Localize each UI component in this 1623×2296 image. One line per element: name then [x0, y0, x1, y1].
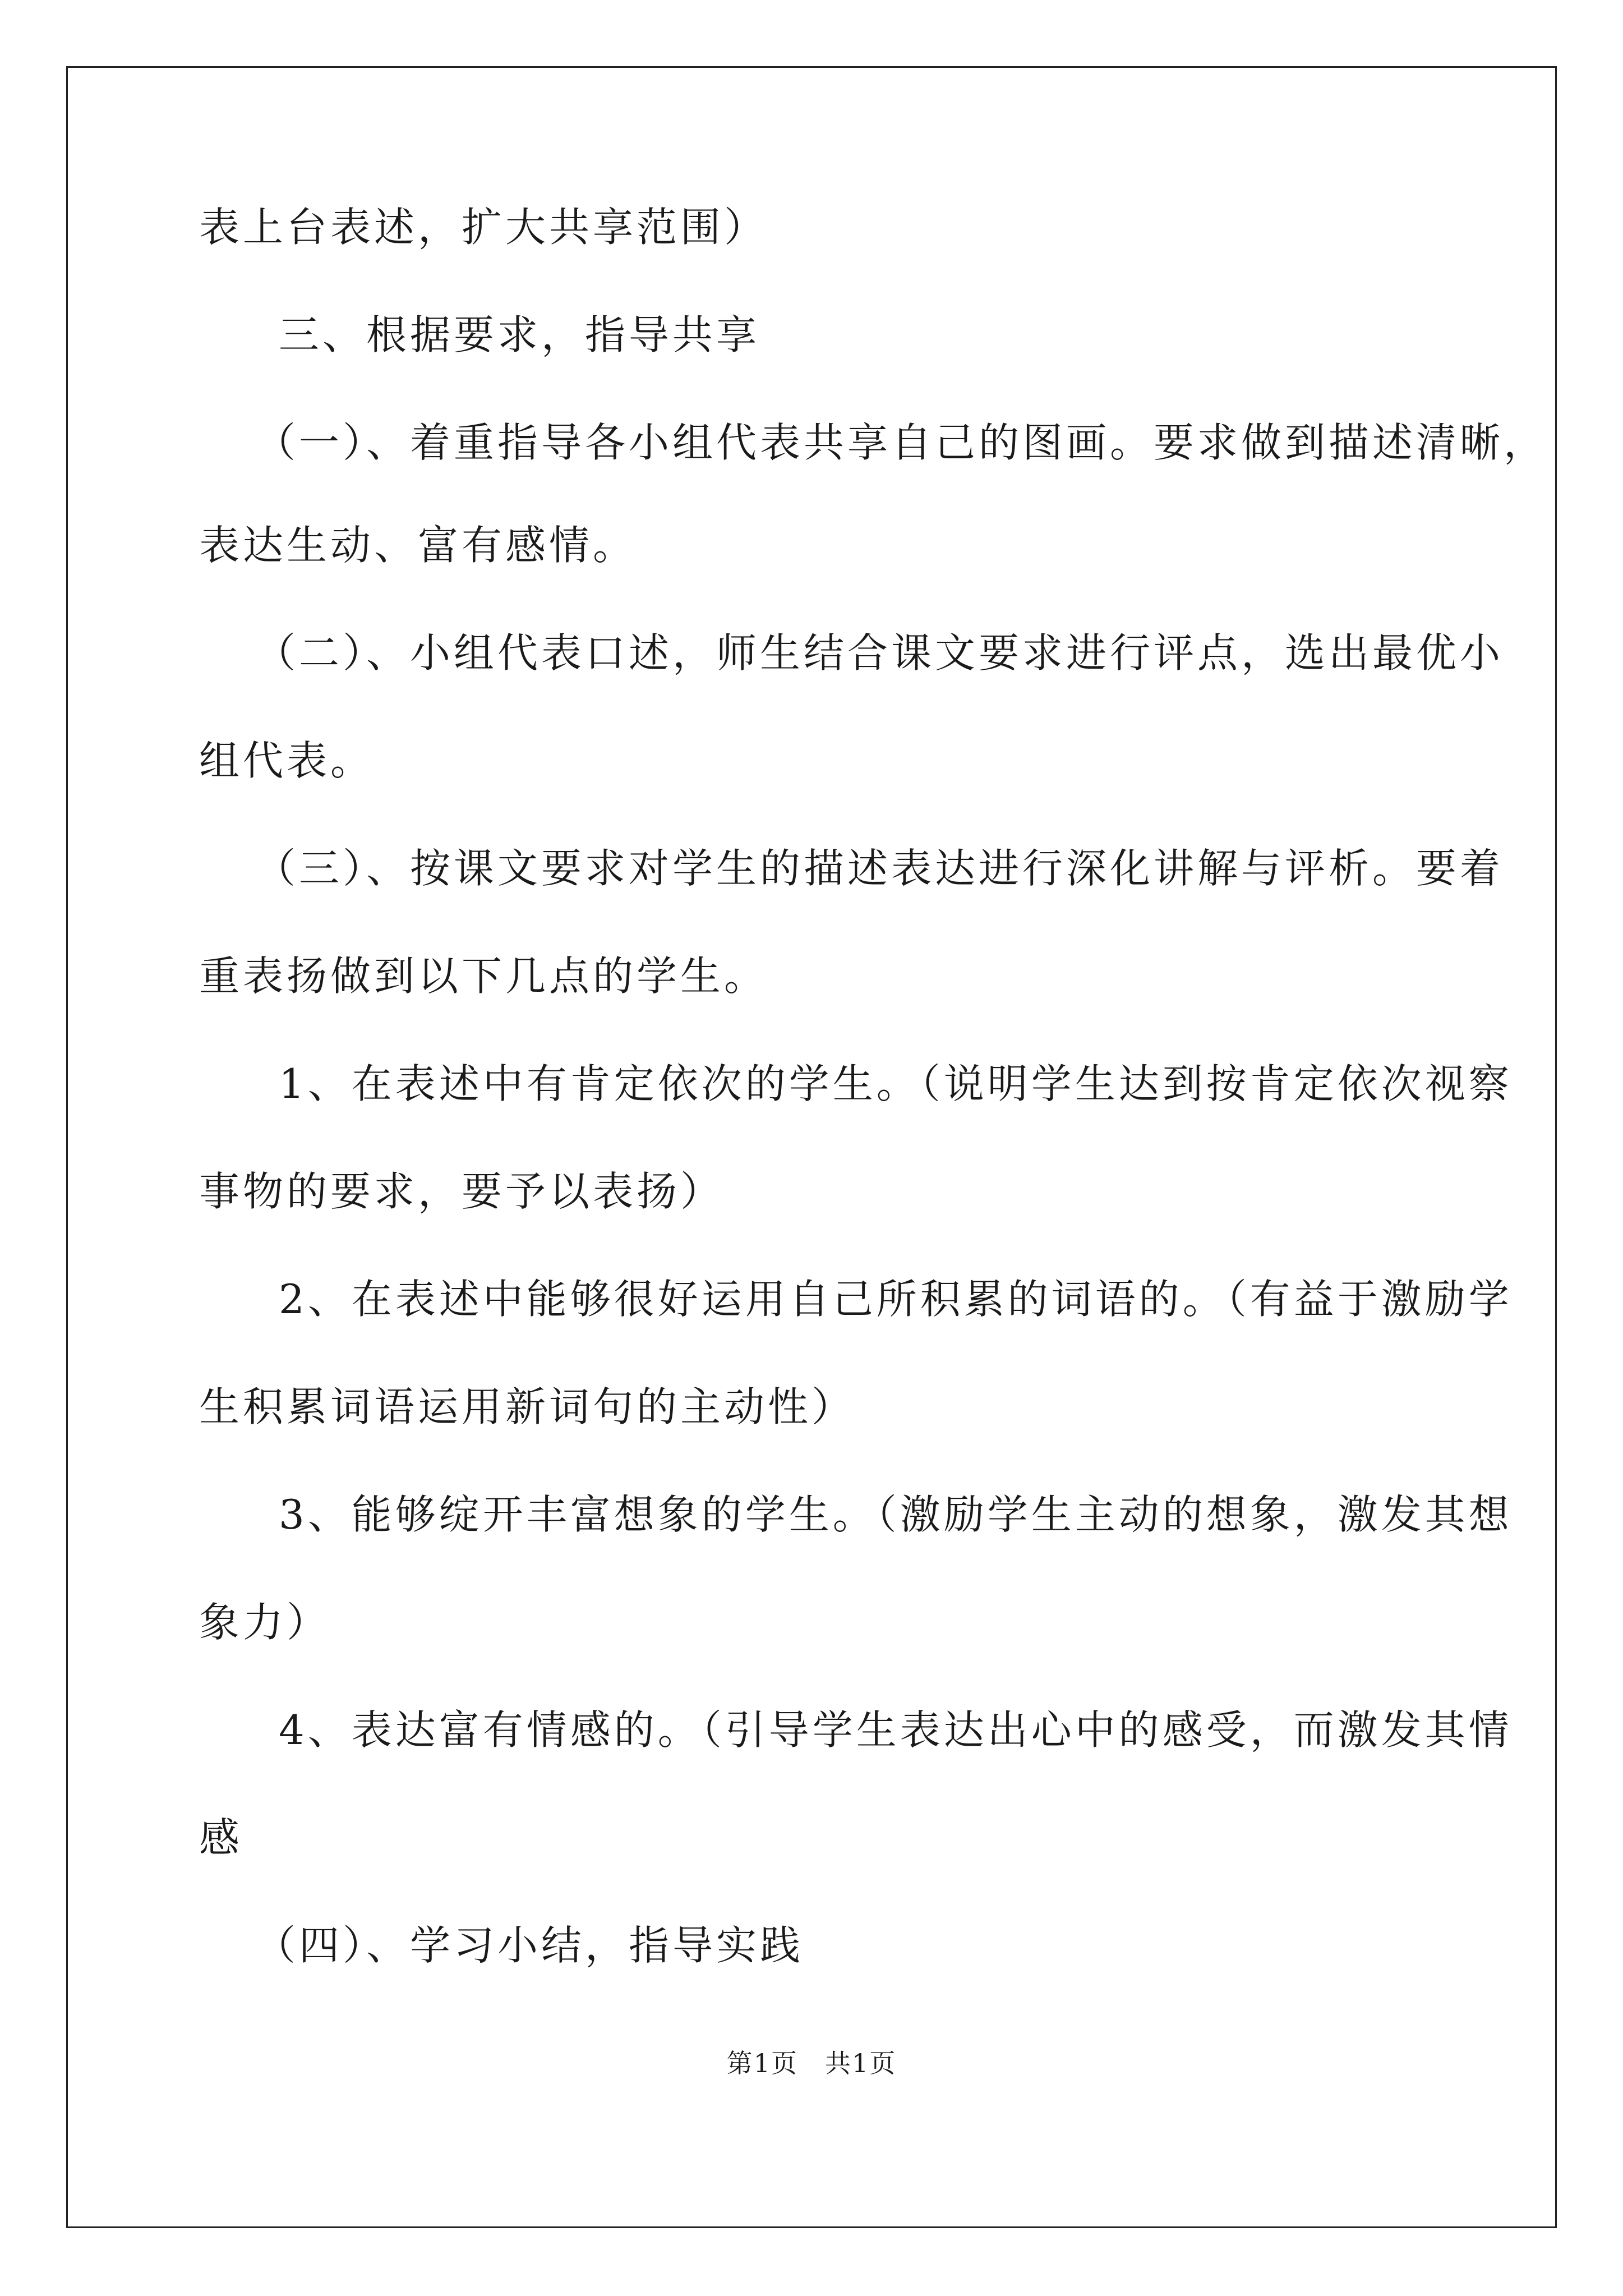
text-line-12: 生积累词语运用新词句的主动性） [199, 1383, 856, 1430]
text-line-2: 三、根据要求，指导共享 [279, 311, 760, 358]
text-line-10: 事物的要求，要予以表扬） [199, 1168, 725, 1215]
text-line-9: 1、在表述中有肯定依次的学生。（说明学生达到按肯定依次视察 [279, 1060, 1513, 1107]
text-line-6: 组代表。 [199, 737, 375, 784]
text-line-1: 表上台表述，扩大共享范围） [199, 204, 768, 251]
text-line-15: 4、表达富有情感的。（引导学生表达出心中的感受，而激发其情 [279, 1706, 1513, 1754]
page-border [66, 66, 1557, 2228]
text-line-11: 2、在表述中能够很好运用自己所积累的词语的。（有益于激励学 [279, 1276, 1513, 1323]
page-footer: 第1页 共1页 [726, 2048, 897, 2078]
text-line-3: （一）、着重指导各小组代表共享自己的图画。要求做到描述清晰， [255, 419, 1548, 466]
text-line-17: （四）、学习小结，指导实践 [255, 1922, 804, 1969]
text-line-8: 重表扬做到以下几点的学生。 [199, 953, 768, 1000]
text-line-7: （三）、按课文要求对学生的描述表达进行深化讲解与评析。要着 [255, 845, 1504, 892]
text-line-5: （二）、小组代表口述，师生结合课文要求进行评点，选出最优小 [255, 629, 1504, 677]
text-line-14: 象力） [199, 1599, 331, 1646]
text-line-13: 3、能够绽开丰富想象的学生。（激励学生主动的想象，激发其想 [279, 1491, 1513, 1538]
text-line-4: 表达生动、富有感情。 [199, 522, 637, 569]
text-line-16: 感 [199, 1814, 243, 1861]
